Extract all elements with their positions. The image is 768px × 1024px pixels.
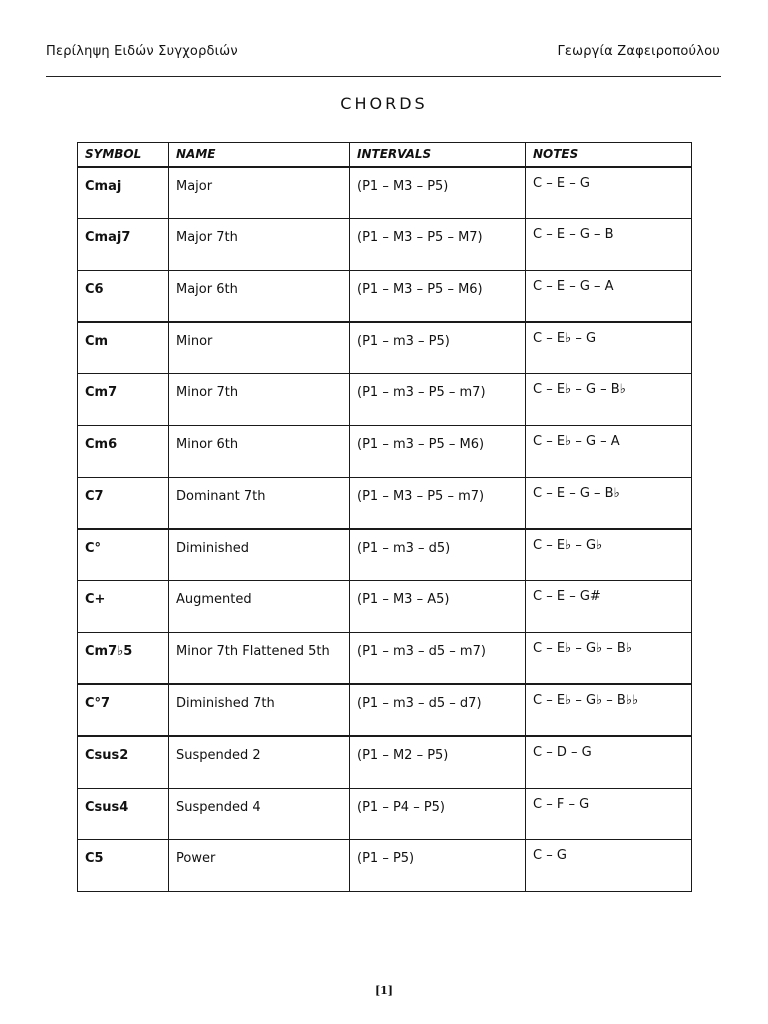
table-header	[78, 143, 692, 167]
chord-name-cell: Augmented	[169, 581, 350, 633]
chord-intervals-cell: (P1 – m3 – P5 – m7)	[350, 374, 526, 426]
chord-symbol-cell: C°	[78, 529, 169, 581]
chord-notes-cell: C – E♭ – G♭ – B♭♭	[526, 684, 692, 736]
chord-name-cell: Suspended 2	[169, 736, 350, 788]
column-header-name: NAME	[169, 143, 350, 167]
chord-intervals-cell: (P1 – m3 – d5 – d7)	[350, 684, 526, 736]
chord-name-cell: Power	[169, 840, 350, 892]
chord-name-cell: Suspended 4	[169, 788, 350, 840]
table-header-row	[78, 143, 692, 167]
page-number: [1]	[374, 984, 394, 997]
table-row	[78, 218, 692, 270]
chord-symbol-cell: Cm6	[78, 425, 169, 477]
chord-symbol-cell: C°7	[78, 684, 169, 736]
chord-name-cell: Major	[169, 167, 350, 219]
chord-name-cell: Minor	[169, 322, 350, 374]
chord-name-cell: Minor 7th	[169, 374, 350, 426]
table-row	[78, 529, 692, 581]
document-subject: Περίληψη Ειδών Συγχορδιών	[46, 44, 238, 59]
chord-notes-cell: C – E – G#	[526, 581, 692, 633]
page-title: CHORDS	[340, 94, 428, 113]
chord-symbol-cell: C7	[78, 477, 169, 529]
column-header-symbol: SYMBOL	[78, 143, 169, 167]
table-row	[78, 788, 692, 840]
table-row	[78, 840, 692, 892]
table-row	[78, 477, 692, 529]
table-row	[78, 167, 692, 219]
chord-name-cell: Diminished 7th	[169, 684, 350, 736]
chord-name-cell: Diminished	[169, 529, 350, 581]
table-row	[78, 581, 692, 633]
chord-notes-cell: C – E – G	[526, 167, 692, 219]
table-row	[78, 736, 692, 788]
table-row	[78, 270, 692, 322]
chord-symbol-cell: Cm7	[78, 374, 169, 426]
chord-intervals-cell: (P1 – m3 – P5 – M6)	[350, 425, 526, 477]
chord-intervals-cell: (P1 – M3 – P5 – M6)	[350, 270, 526, 322]
chord-name-cell: Major 7th	[169, 218, 350, 270]
chord-notes-cell: C – E – G – B♭	[526, 477, 692, 529]
page-header	[46, 44, 720, 62]
chord-symbol-cell: C5	[78, 840, 169, 892]
chord-intervals-cell: (P1 – P4 – P5)	[350, 788, 526, 840]
chord-symbol-cell: Cm7♭5	[78, 633, 169, 685]
chord-symbol-cell: Csus2	[78, 736, 169, 788]
chord-name-cell: Major 6th	[169, 270, 350, 322]
chord-intervals-cell: (P1 – M2 – P5)	[350, 736, 526, 788]
chords-table	[77, 142, 692, 892]
table-row	[78, 425, 692, 477]
table-row	[78, 633, 692, 685]
chord-notes-cell: C – E – G – A	[526, 270, 692, 322]
chord-symbol-cell: C+	[78, 581, 169, 633]
chord-symbol-cell: C6	[78, 270, 169, 322]
chord-notes-cell: C – E♭ – G♭	[526, 529, 692, 581]
chord-notes-cell: C – F – G	[526, 788, 692, 840]
header-divider	[46, 76, 721, 77]
chord-intervals-cell: (P1 – m3 – P5)	[350, 322, 526, 374]
chord-symbol-cell: Cmaj	[78, 167, 169, 219]
chord-notes-cell: C – E♭ – G – B♭	[526, 374, 692, 426]
table-body	[78, 167, 692, 892]
document-author: Γεωργία Ζαφειροπούλου	[557, 44, 720, 59]
chord-intervals-cell: (P1 – M3 – P5 – m7)	[350, 477, 526, 529]
chord-intervals-cell: (P1 – m3 – d5)	[350, 529, 526, 581]
chord-name-cell: Minor 6th	[169, 425, 350, 477]
chord-name-cell: Minor 7th Flattened 5th	[169, 633, 350, 685]
chord-intervals-cell: (P1 – M3 – A5)	[350, 581, 526, 633]
column-header-notes: NOTES	[526, 143, 692, 167]
table-row	[78, 684, 692, 736]
chord-notes-cell: C – D – G	[526, 736, 692, 788]
chord-symbol-cell: Cmaj7	[78, 218, 169, 270]
chord-intervals-cell: (P1 – M3 – P5 – M7)	[350, 218, 526, 270]
chord-notes-cell: C – E♭ – G – A	[526, 425, 692, 477]
chord-name-cell: Dominant 7th	[169, 477, 350, 529]
chord-notes-cell: C – E♭ – G♭ – B♭	[526, 633, 692, 685]
chord-notes-cell: C – E♭ – G	[526, 322, 692, 374]
chord-symbol-cell: Cm	[78, 322, 169, 374]
table-row	[78, 322, 692, 374]
column-header-intervals: INTERVALS	[350, 143, 526, 167]
chord-notes-cell: C – G	[526, 840, 692, 892]
chord-intervals-cell: (P1 – M3 – P5)	[350, 167, 526, 219]
chord-symbol-cell: Csus4	[78, 788, 169, 840]
chord-intervals-cell: (P1 – P5)	[350, 840, 526, 892]
table-row	[78, 374, 692, 426]
chord-intervals-cell: (P1 – m3 – d5 – m7)	[350, 633, 526, 685]
chord-notes-cell: C – E – G – B	[526, 218, 692, 270]
